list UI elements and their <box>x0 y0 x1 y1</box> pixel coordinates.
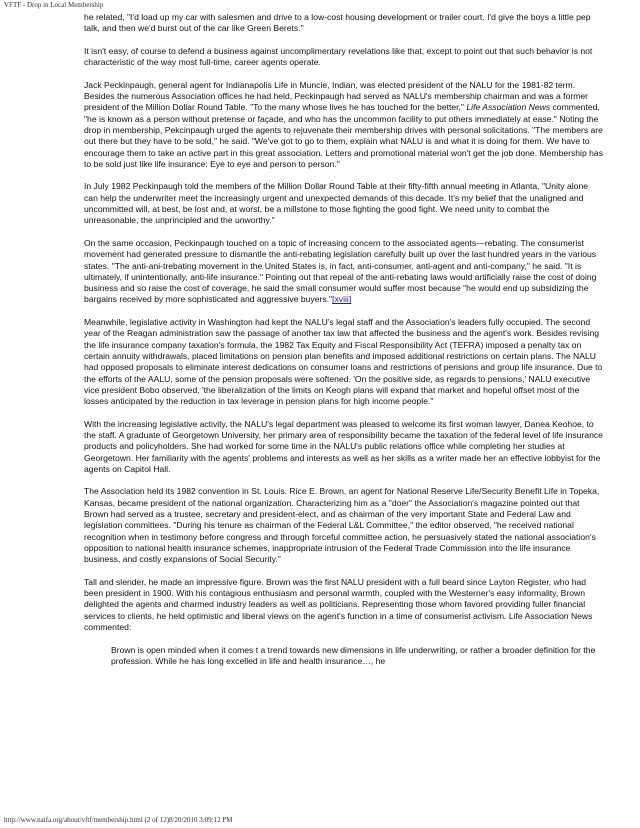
block-quote: Brown is open minded when it comes t a trend towards new dimensions in life underwriting, or rather a broader definition for the profession. While he has long excelled in life and health insurance…, he <box>111 644 596 666</box>
footnote-link[interactable]: [xviii] <box>332 294 352 305</box>
paragraph <box>84 238 604 306</box>
paragraph: With the increasing legislative activity, the NALU's legal department was pleased to welcome its first woman lawyer, Danea Keohoe, to the staff. A graduate of Georgetown University, her primary area of responsibility became the taxation of the federal level of life insurance products and policyholders. She had worked for some time in the NALU's public relations office while completing her studies at Georgetown. Her familiarity with the agents' problems and interests as well as her skills as a writer made her an effective lobbyist for the agents on Capitol Hall. <box>84 418 603 474</box>
paragraph-text: commented, "he is known as a person without pretense or façade, and who has the uncommon facility to put others immediately at ease." Noting the drop in membership, Pekcinpaugh urged the agents to rejuvenate their membership drives with personal solicitations. "The members are out there but they have to be sold," he said. "We've got to go to them, explain what NALU is and what it is doing for them. We have to encourage them to take an active part in this great association. Letters and promotional material won't get the job done. Membership has to be sold just like life insurance: Eye to eye and person to person." <box>84 102 603 169</box>
paragraph <box>84 80 604 170</box>
paragraph-text: Jack Peckinpaugh, general agent for Indianapolis Life in Muncie, Indian, was elected president of the NALU for the 1981-82 term. Besides the numerous Association offices he had held, Peckinpaugh had served as NALU's membership chairman and was a former president of the Million Dollar Round Table. "To the many whose lives he has touched for the better," <box>84 79 589 113</box>
paragraph: The Association held its 1982 convention in St. Louis. Rice E. Brown, an agent for National Reserve Life/Security Benefit Life in Topeka, Kansas, became president of the national organization. Characterizing him as a "doer" the Association's magazine pointed out that Brown had served as a trustee, secretary and president-elect, and as chairman of the very important State and Federal Law and legislation committees. "During his tenure as chairman of the Federal L&L Committee," the editor observed, "he received national recognition when in testimony before congress and through forceful committee action, he persuasively stated the national association's opposition to national health insurance schemes, inappropriate intrusion of the Federal Trade Commission into the life insurance business, and costly expansions of Social Security." <box>84 486 600 565</box>
paragraph: he related, "I'd load up my car with salesmen and drive to a low-cost housing development or trailer court. I'd give the boys a little pep talk, and then we'd burst out of the car like Green Berets." <box>84 12 591 34</box>
paragraph: In July 1982 Peckinpaugh told the members of the Million Dollar Round Table at their fifty-fifth annual meeting in Atlanta, "Unity alone can help the underwriter meet the increasingly urgent and unexpected demands of this decade. It's my belief that the unaligned and uncommitted will, at best, be lost and, at worst, be a millstone to those fighting the good fight. We need unity to combat the unreasonable, the unprincipled and the unworthy." <box>84 181 589 226</box>
document-body <box>84 12 604 667</box>
page-header-title: VFTF - Drop in Local Membership <box>4 1 104 9</box>
paragraph: Tall and slender, he made an impressive figure. Brown was the first NALU president with a full beard since Layton Register, who had been president in 1900. With his contagious enthusiasm and personal warmth, coupled with the Westerner's easy informality, Brown delighted the agents and charmed industry leaders as well as politicians. Representing those whom favored providing fuller financial services to clients, he held optimistic and liberal views on the agent's function in a time of consumerist activism. Life Association News commented: <box>84 576 593 633</box>
paragraph: It isn't easy, of course to defend a business against uncomplimentary revelations like that, except to point out that such behavior is not characteristic of the way most full-time, career agents operate. <box>84 45 593 68</box>
publication-title: Life Association News <box>466 102 551 113</box>
paragraph: Meanwhile, legislative activity in Washington had kept the NALU's legal staff and the Association's leaders fully occupied. The second year of the Reagan administration saw the passage of another tax law that affected the business and the agent's work. Besides revising the life insurance company taxation's formula, the 1982 Tax Equity and Fiscal Responsibility Act (TEFRA) imposed a penalty tax on certain annuity withdrawals, placed limitations on pension plan benefits and imposed additional restrictions on certain plans. The NALU had opposed proposals to eliminate interest dedications on consumer loans and restrictions of pensions and group life insurance. Due to the efforts of the AALU, some of the pension proposals were softened. 'On the positive side, as regards to pensions,' NALU executive vice president Bobo observed, 'the liberalization of the limits on Keogh plans will expand that market and hopeful offset most of the losses anticipated by the reduction in tax leverage in pension plans for high income people." <box>84 317 603 407</box>
page-footer-url: http://www.naifa.org/about/vftf/membership.html (2 of 12)8/20/2010 3:09:12 PM <box>4 816 233 824</box>
paragraph-text: On the same occasion, Peckinpaugh touched on a topic of increasing concern to the associated agents—rebating. The consumerist movement had generated pressure to dismantle the anti-rebating legislation carefully built up over the last hundred years in the various states. "The anti-ani-trebating movement in the United States is, in fact, anti-consumer, anti-agent and anti-company," he said. "It is ultimately, if unintentionally, anti-life insurance." Pointing out that repeal of the anti-rebating laws would artificially raise the cost of doing business and so raise the cost of coverage, he said the small consumer would suffer most because "he would end up subsidizing the bargains received by more sophisticated and aggressive buyers." <box>84 237 597 305</box>
